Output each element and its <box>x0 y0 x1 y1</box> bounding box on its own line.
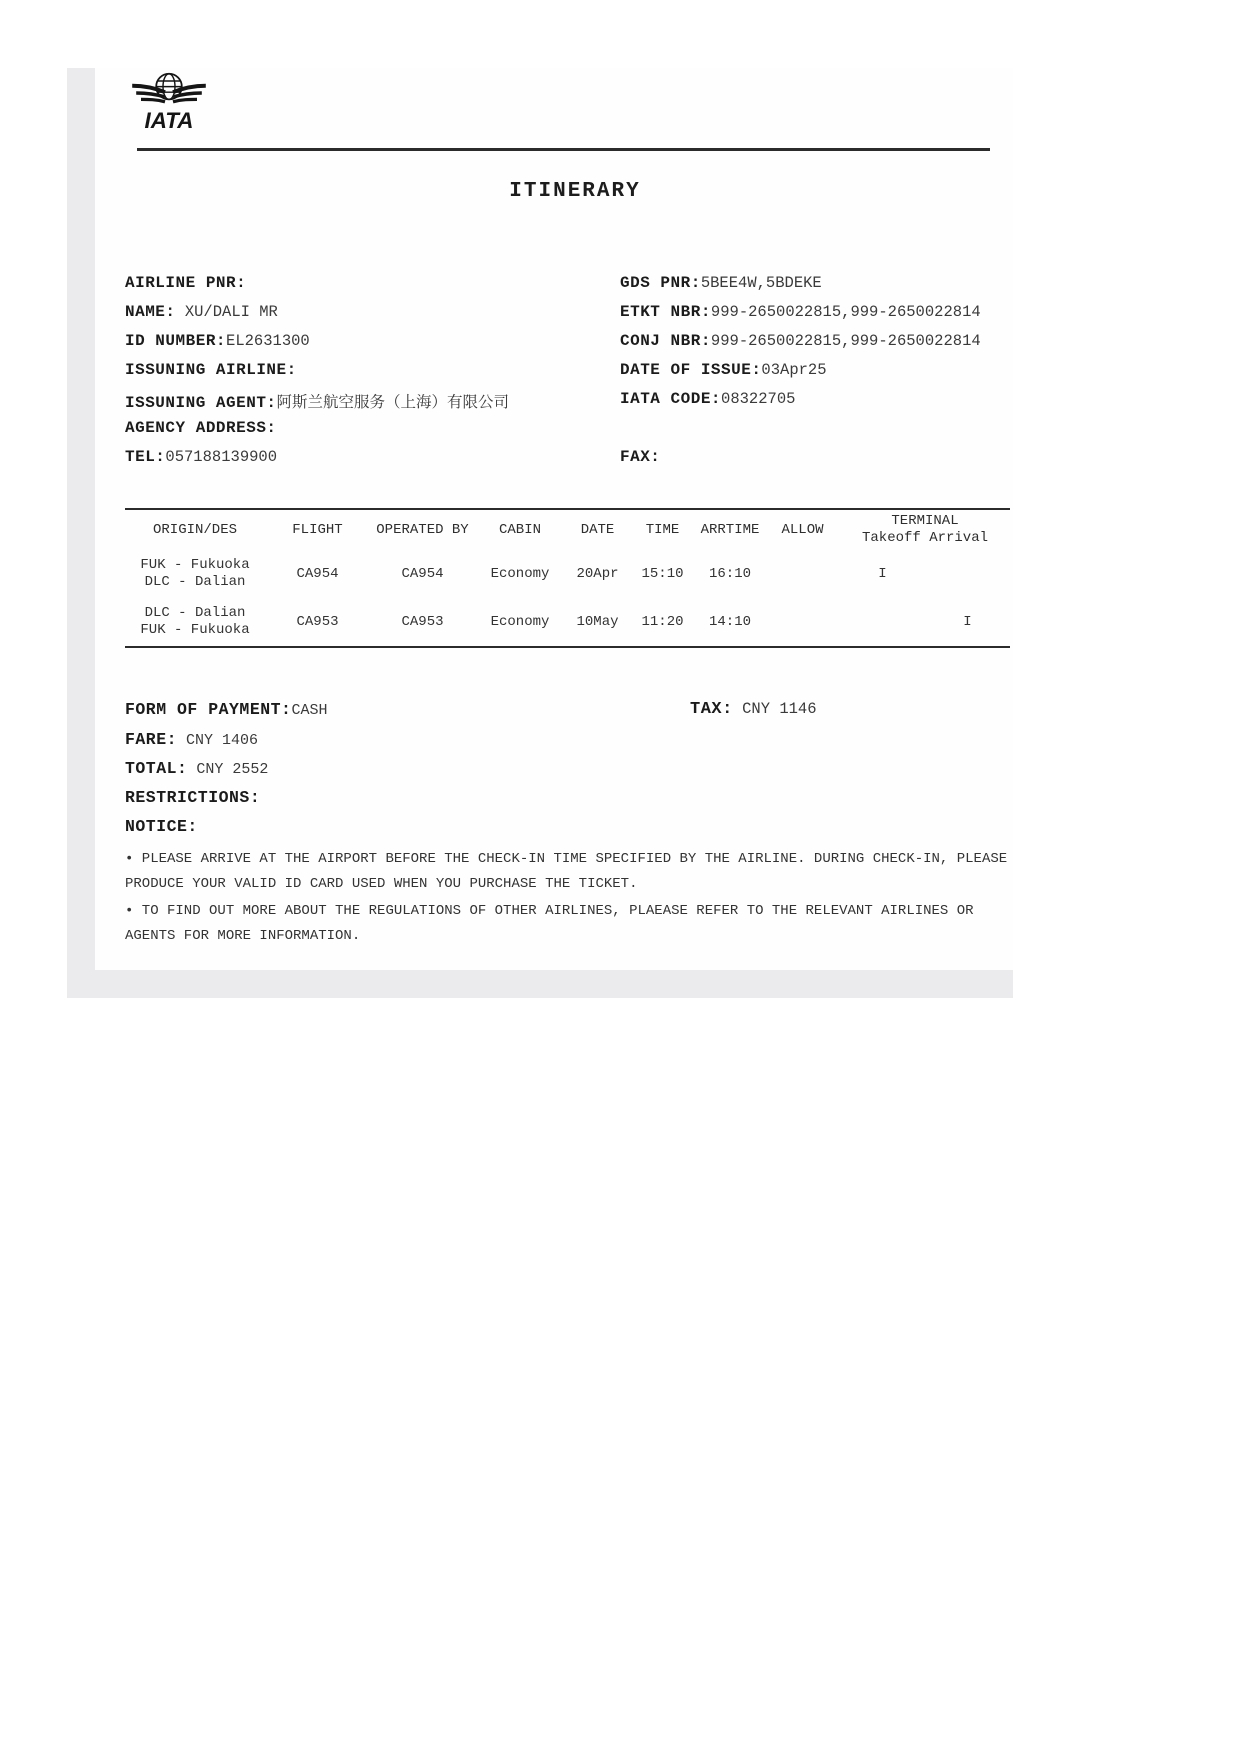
field-tax <box>690 700 817 730</box>
field-label: ISSUNING AGENT: <box>125 394 277 412</box>
field-label: DATE OF ISSUE: <box>620 361 762 379</box>
field-label: CONJ NBR: <box>620 332 711 350</box>
header-allow: ALLOW <box>781 522 824 538</box>
header-terminal-line2: Takeoff Arrival <box>861 530 989 546</box>
field-issuing-agent <box>125 390 509 419</box>
field-tel <box>125 448 509 477</box>
field-value: 阿斯兰航空服务（上海）有限公司 <box>276 394 510 412</box>
field-value: 08322705 <box>721 390 796 408</box>
field-label: ISSUNING AIRLINE: <box>125 361 297 379</box>
cell-operated-by: CA954 <box>401 566 444 582</box>
cell-terminal <box>840 566 1010 582</box>
field-spacer <box>620 419 981 448</box>
field-restrictions <box>125 788 260 818</box>
field-iata-code <box>620 390 981 419</box>
field-label: TEL: <box>125 448 166 466</box>
field-etkt-nbr <box>620 303 981 332</box>
header-terminal <box>840 513 1010 547</box>
cell-date: 20Apr <box>576 566 619 582</box>
field-label: FORM OF PAYMENT: <box>125 700 292 719</box>
cell-time: 11:20 <box>641 614 684 630</box>
cell-terminal <box>840 614 1010 630</box>
field-value: 999-2650022815,999-2650022814 <box>710 332 981 350</box>
header-cabin: CABIN <box>498 522 541 538</box>
flight-table-header <box>125 510 1010 550</box>
field-value: 999-2650022815,999-2650022814 <box>710 303 981 321</box>
passenger-info-right <box>620 274 981 477</box>
field-value: CASH <box>291 702 328 719</box>
origin-line: FUK - Fukuoka <box>140 557 250 573</box>
header-arrtime: ARRTIME <box>700 522 760 538</box>
terminal-takeoff: I <box>878 566 887 582</box>
itinerary-document <box>95 68 1013 970</box>
field-value: CNY 1406 <box>177 732 259 749</box>
field-form-of-payment <box>125 700 327 730</box>
cell-arrtime: 14:10 <box>708 614 751 630</box>
field-total <box>125 759 268 789</box>
field-value: XU/DALI MR <box>175 303 278 321</box>
field-gds-pnr <box>620 274 981 303</box>
field-label: NAME: <box>125 303 176 321</box>
field-name <box>125 303 509 332</box>
header-origin-des: ORIGIN/DES <box>152 522 237 538</box>
terminal-takeoff <box>840 614 925 630</box>
notice-item-checkin: • PLEASE ARRIVE AT THE AIRPORT BEFORE THE CHECK-IN TIME SPECIFIED BY THE AIRLINE. DURING CHECK-IN, PLEASE PRODUCE YOUR VALID ID CARD USED WHEN YOU PURCHASE THE TICKET. <box>125 851 1008 892</box>
cell-flight: CA953 <box>296 614 339 630</box>
flight-row-outbound <box>125 550 1010 598</box>
cell-origin-des <box>125 605 265 639</box>
header-flight: FLIGHT <box>292 522 343 538</box>
cell-date: 10May <box>576 614 619 630</box>
field-label: AGENCY ADDRESS: <box>125 419 277 437</box>
flight-row-return <box>125 598 1010 646</box>
cell-operated-by: CA953 <box>401 614 444 630</box>
header-date: DATE <box>580 522 615 538</box>
cell-flight: CA954 <box>296 566 339 582</box>
field-label: NOTICE: <box>125 817 198 836</box>
notice-item-regulations: • TO FIND OUT MORE ABOUT THE REGULATIONS OF OTHER AIRLINES, PLAEASE REFER TO THE RELEVANT AIRLINES OR AGENTS FOR MORE INFORMATION. <box>125 903 974 944</box>
field-agency-address <box>125 419 509 448</box>
origin-line: DLC - Dalian <box>144 605 246 621</box>
cell-origin-des <box>125 557 265 591</box>
terminal-arrival <box>925 566 1010 582</box>
passenger-info-left <box>125 274 509 477</box>
field-conj-nbr <box>620 332 981 361</box>
field-id-number <box>125 332 509 361</box>
field-label: IATA CODE: <box>620 390 722 408</box>
field-label: GDS PNR: <box>620 274 701 292</box>
field-value: 5BEE4W,5BDEKE <box>700 274 822 292</box>
page-title: ITINERARY <box>509 180 641 203</box>
field-date-of-issue <box>620 361 981 390</box>
field-value: 03Apr25 <box>761 361 827 379</box>
header-divider <box>137 148 990 151</box>
field-label: FAX: <box>620 448 661 466</box>
cell-time: 15:10 <box>641 566 684 582</box>
cell-arrtime: 16:10 <box>708 566 751 582</box>
header-time: TIME <box>645 522 680 538</box>
cell-cabin: Economy <box>490 614 550 630</box>
flight-table <box>125 508 1010 648</box>
field-label: FARE: <box>125 730 178 749</box>
cell-cabin: Economy <box>490 566 550 582</box>
terminal-arrival: I <box>963 614 972 630</box>
field-label: TOTAL: <box>125 759 188 778</box>
field-label: ETKT NBR: <box>620 303 711 321</box>
iata-logo-graphic <box>126 69 212 133</box>
field-fax <box>620 448 981 477</box>
field-fare <box>125 730 258 760</box>
field-label: ID NUMBER: <box>125 332 227 350</box>
destination-line: FUK - Fukuoka <box>140 622 250 638</box>
field-airline-pnr <box>125 274 509 303</box>
field-value: 057188139900 <box>165 448 278 466</box>
header-terminal-line1: TERMINAL <box>891 513 959 529</box>
document-shadow-panel <box>67 68 1013 998</box>
field-value: CNY 2552 <box>187 761 269 778</box>
field-value: CNY 1146 <box>732 700 817 718</box>
destination-line: DLC - Dalian <box>144 574 246 590</box>
field-issuing-airline <box>125 361 509 390</box>
header-operated-by: OPERATED BY <box>376 522 469 538</box>
field-value: EL2631300 <box>226 332 310 350</box>
iata-logo-text: IATA <box>144 108 194 133</box>
iata-logo <box>126 69 212 133</box>
notice-heading <box>125 817 198 847</box>
field-label: RESTRICTIONS: <box>125 788 261 807</box>
field-label: AIRLINE PNR: <box>125 274 247 292</box>
field-label: TAX: <box>690 700 733 719</box>
